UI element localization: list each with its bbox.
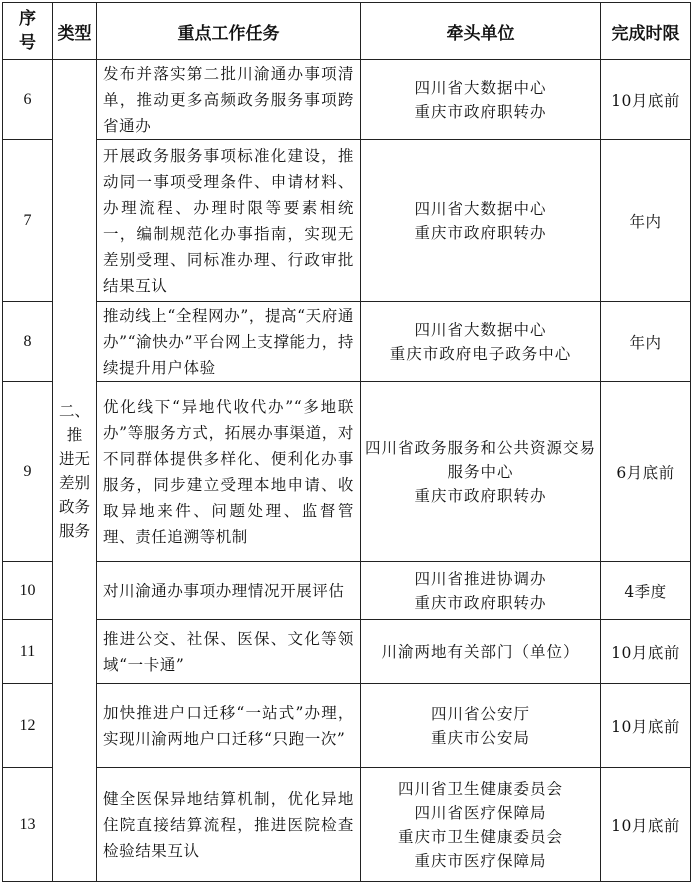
task-description: 健全医保异地结算机制，优化异地住院直接结算流程，推进医院检查检验结果互认 [97,768,361,882]
header-deadline: 完成时限 [601,3,691,60]
deadline: 6月底前 [601,382,691,562]
task-description: 发布并落实第二批川渝通办事项清单，推动更多高频政务服务事项跨省通办 [97,60,361,140]
header-seq [3,3,53,60]
table-row [3,382,691,562]
header-task: 重点工作任务 [97,3,361,60]
header-seq-label: 序 号 [19,9,36,53]
lead-unit: 四川省大数据中心 [414,199,547,218]
task-description: 加快推进户口迁移“一站式”办理，实现川渝两地户口迁移“只跑一次” [97,684,361,768]
deadline: 10月底前 [601,60,691,140]
lead-units [361,60,601,140]
lead-units [361,140,601,302]
lead-unit: 四川省大数据中心 [414,78,547,97]
lead-units [361,620,601,684]
row-number: 12 [3,684,53,768]
row-number: 9 [3,382,53,562]
row-number: 8 [3,302,53,382]
deadline: 10月底前 [601,768,691,882]
deadline: 年内 [601,140,691,302]
row-number: 13 [3,768,53,882]
lead-unit: 重庆市医疗保障局 [414,851,547,870]
lead-units [361,684,601,768]
row-number: 11 [3,620,53,684]
lead-units [361,302,601,382]
lead-units [361,382,601,562]
task-description: 推进公交、社保、医保、文化等领域“一卡通” [97,620,361,684]
task-description: 对川渝通办事项办理情况开展评估 [97,562,361,620]
row-number: 7 [3,140,53,302]
category-label: 二、推 进无 差别 政务 服务 [58,401,90,540]
lead-unit: 川渝两地有关部门（单位） [381,642,580,661]
lead-unit: 四川省政务服务和公共资源交易服务中心 [364,438,596,481]
header-type: 类型 [53,3,97,60]
table-row [3,768,691,882]
row-number: 6 [3,60,53,140]
table-header-row [3,3,691,60]
lead-unit: 重庆市政府职转办 [414,486,547,505]
task-description: 开展政务服务事项标准化建设，推动同一事项受理条件、申请材料、办理流程、办理时限等要素相统一，编制规范化办事指南，实现无差别受理、同标准办理、行政审批结果互认 [97,140,361,302]
table-row [3,620,691,684]
deadline: 10月底前 [601,620,691,684]
table-row [3,302,691,382]
task-table [2,2,691,882]
table-row [3,60,691,140]
lead-units [361,562,601,620]
lead-units [361,768,601,882]
lead-unit: 重庆市政府职转办 [414,593,547,612]
header-lead-unit: 牵头单位 [361,3,601,60]
lead-unit: 重庆市政府职转办 [414,102,547,121]
lead-unit: 重庆市卫生健康委员会 [397,827,563,846]
table-row [3,140,691,302]
task-description: 推动线上“全程网办”，提高“天府通办”“渝快办”平台网上支撑能力，持续提升用户体验 [97,302,361,382]
deadline: 年内 [601,302,691,382]
lead-unit: 重庆市公安局 [430,728,530,747]
row-number: 10 [3,562,53,620]
table-row [3,684,691,768]
lead-unit: 四川省大数据中心 [414,320,547,339]
task-description: 优化线下“异地代收代办”“多地联办”等服务方式，拓展办事渠道，对不同群体提供多样化、便利化办事服务，同步建立受理本地申请、收取异地来件、问题处理、监督管理、责任追溯等机制 [97,382,361,562]
lead-unit: 重庆市政府电子政务中心 [389,344,572,363]
category-cell [53,60,97,882]
lead-unit: 四川省卫生健康委员会 [397,779,563,798]
deadline: 4季度 [601,562,691,620]
lead-unit: 四川省推进协调办 [414,569,547,588]
table-row [3,562,691,620]
deadline: 10月底前 [601,684,691,768]
lead-unit: 重庆市政府职转办 [414,223,547,242]
lead-unit: 四川省医疗保障局 [414,803,547,822]
lead-unit: 四川省公安厅 [430,704,530,723]
